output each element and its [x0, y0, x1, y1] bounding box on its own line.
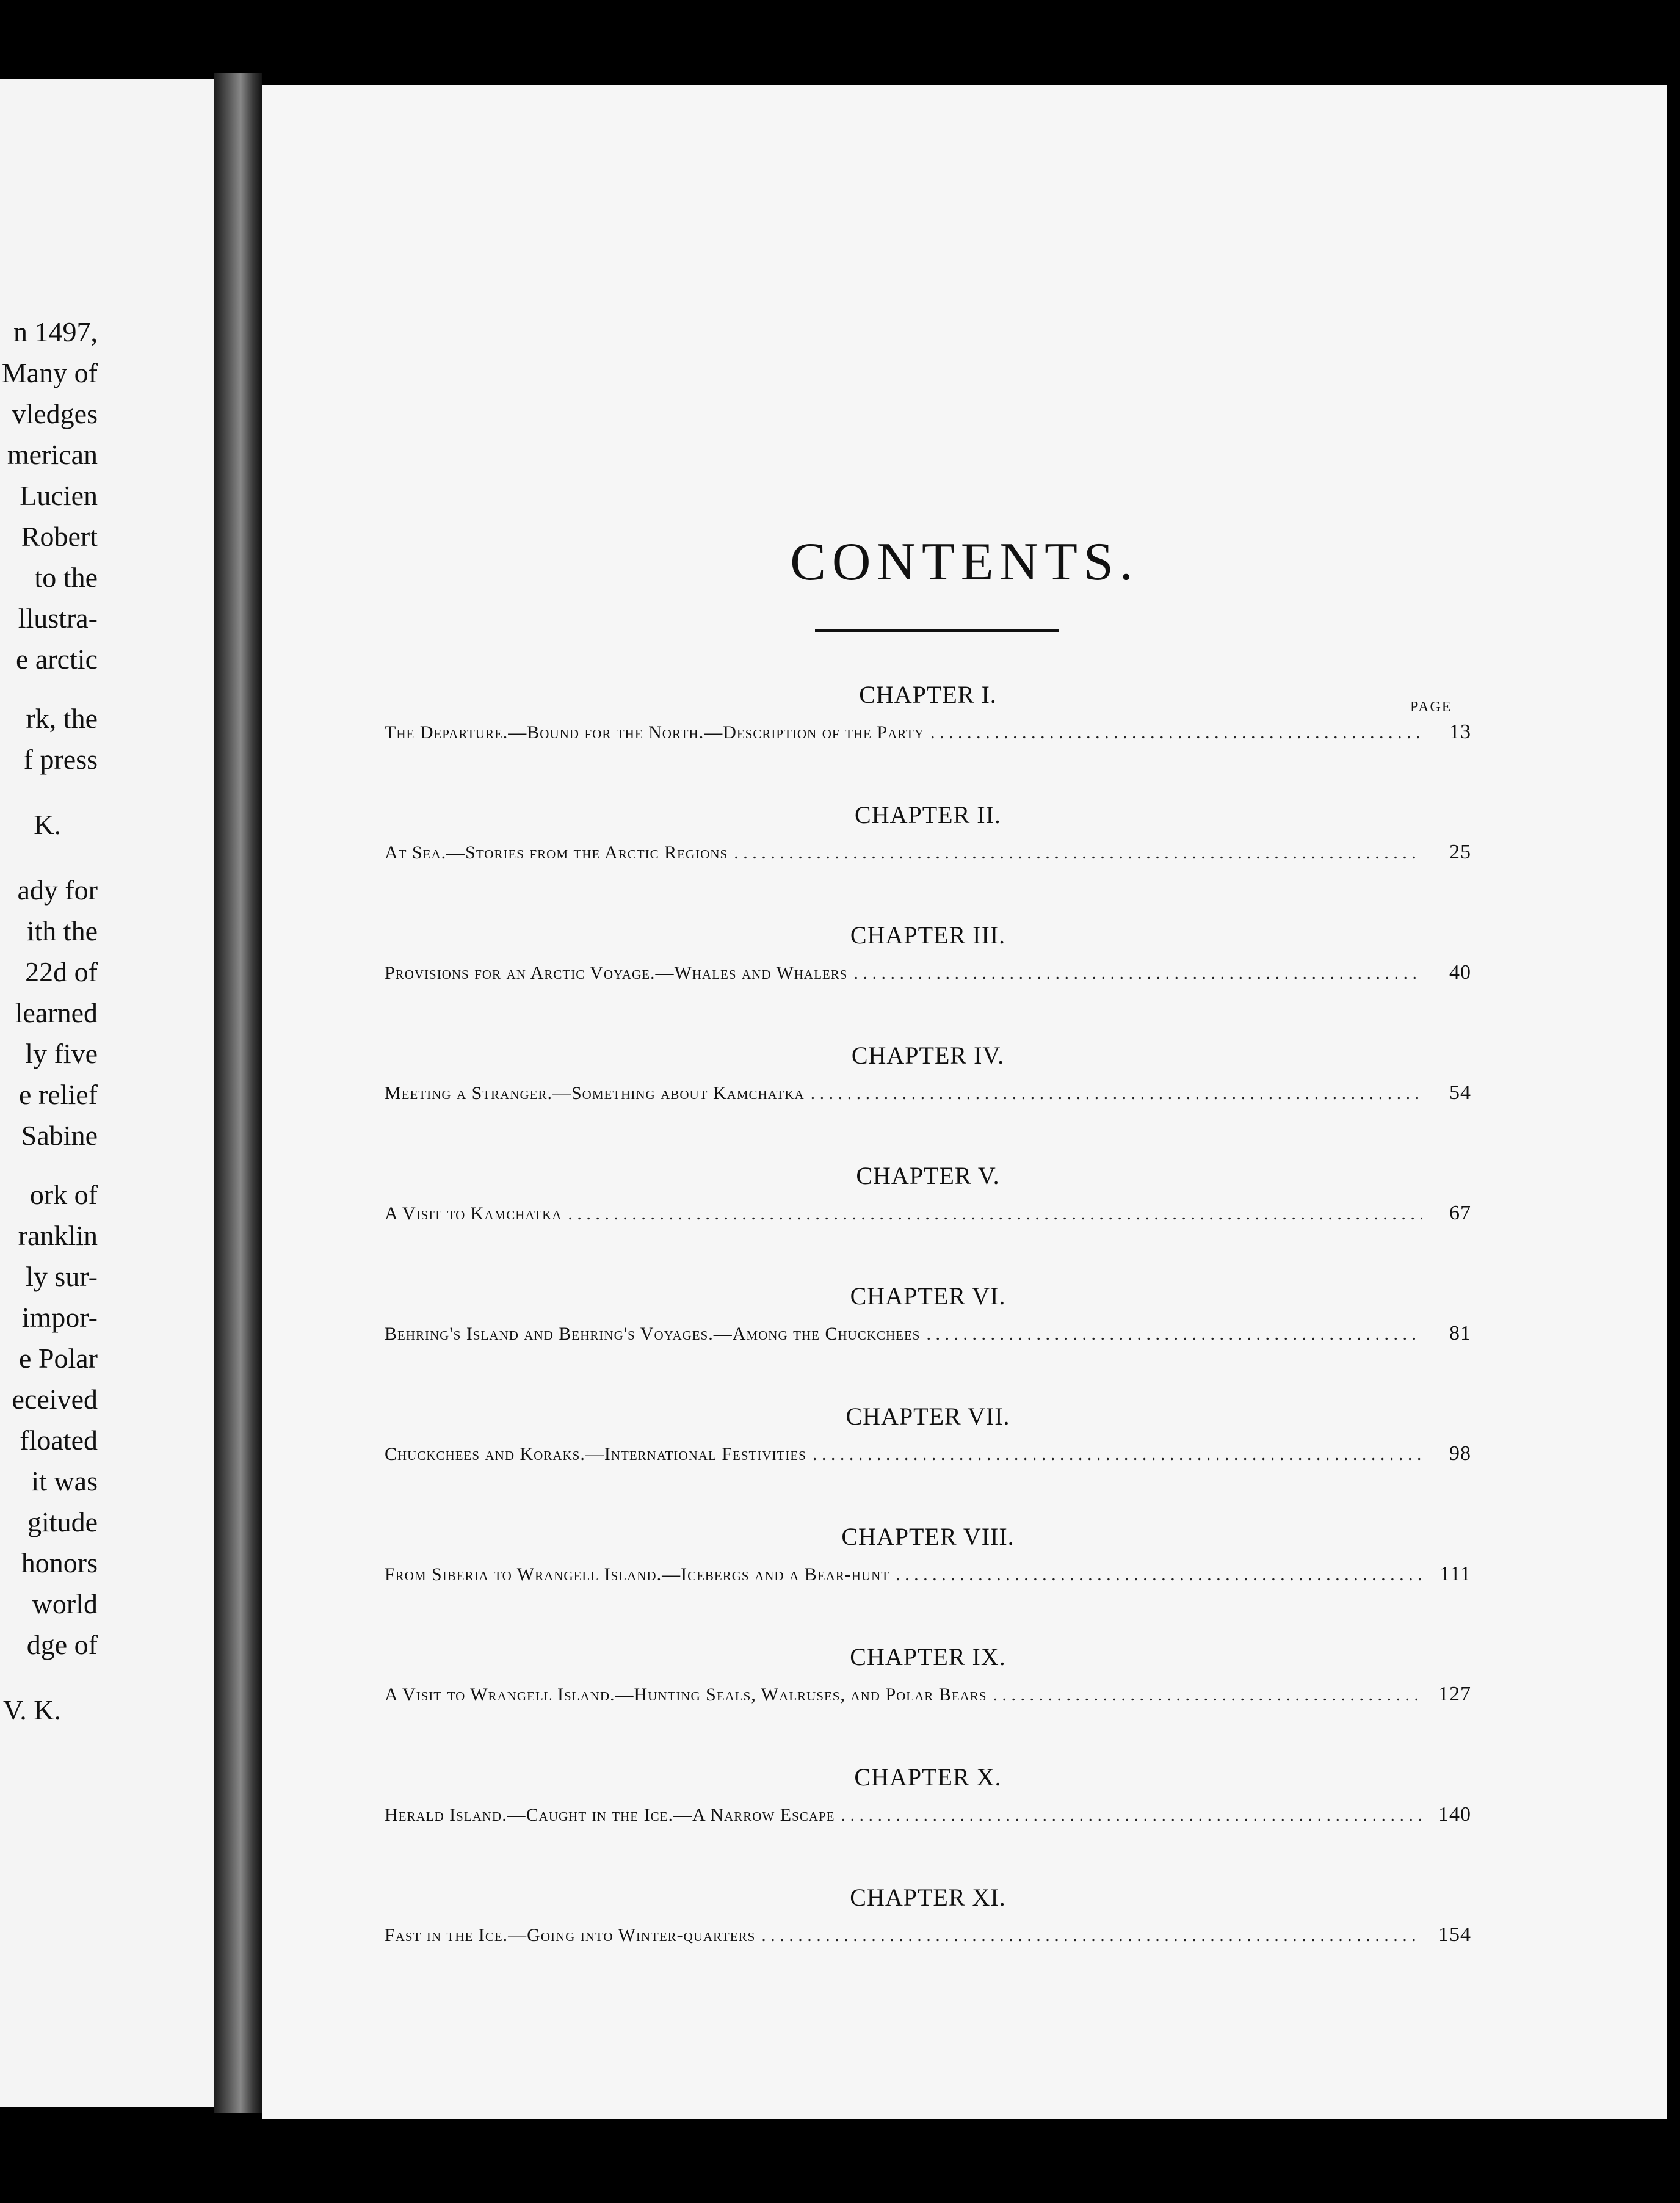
- left-page-line: Many of: [1, 357, 98, 388]
- page-column-label: PAGE: [1410, 699, 1452, 715]
- dot-leader: [813, 1444, 1422, 1465]
- dot-leader: [896, 1564, 1422, 1585]
- chapter-page-number: 13: [1449, 720, 1471, 743]
- chapter-page-number: 67: [1449, 1202, 1471, 1224]
- chapter-title: Chuckchees and Koraks.—International Festivities: [385, 1444, 806, 1464]
- dot-leader: [811, 1083, 1422, 1104]
- left-page-line: rk, the: [26, 703, 98, 734]
- chapter-title: A Visit to Wrangell Island.—Hunting Seals, Walruses, and Polar Bears: [385, 1685, 987, 1705]
- chapter-entry: [385, 918, 1471, 984]
- left-page-line: it was: [31, 1465, 98, 1497]
- chapter-entry: [385, 1039, 1471, 1105]
- left-page-line: ith the: [26, 915, 98, 946]
- chapter-heading: CHAPTER X.: [854, 1763, 1002, 1791]
- chapter-entry: [385, 1760, 1471, 1826]
- left-page-line: e Polar: [18, 1343, 98, 1374]
- chapter-title: Provisions for an Arctic Voyage.—Whales and Whalers: [385, 963, 848, 983]
- left-page-signature: V. K.: [2, 1694, 61, 1726]
- chapter-page-number: 154: [1438, 1923, 1471, 1946]
- left-page-line: ranklin: [18, 1220, 98, 1251]
- chapter-title: Meeting a Stranger.—Something about Kamchatka: [385, 1083, 805, 1103]
- toc-line: [385, 1202, 1471, 1225]
- chapter-page-number: 40: [1449, 961, 1471, 984]
- toc-line: [385, 720, 1471, 744]
- chapter-page-number: 98: [1449, 1442, 1471, 1465]
- toc-line: [385, 1562, 1471, 1586]
- dot-leader: [930, 722, 1422, 743]
- chapter-page-number: 81: [1449, 1322, 1471, 1345]
- left-page-line: floated: [20, 1425, 98, 1456]
- chapter-heading: CHAPTER VI.: [850, 1282, 1006, 1310]
- chapter-heading: CHAPTER VII.: [845, 1403, 1010, 1430]
- left-page-line: merican: [7, 439, 98, 470]
- toc-line: [385, 1923, 1471, 1947]
- toc-line: [385, 1081, 1471, 1105]
- chapter-title: Behring's Island and Behring's Voyages.—Among the Chuckchees: [385, 1324, 921, 1344]
- chapter-page-number: 127: [1438, 1683, 1471, 1705]
- chapter-entry: [385, 1159, 1471, 1225]
- chapter-entry: [385, 1640, 1471, 1706]
- left-page-line: gitude: [27, 1506, 98, 1537]
- dot-leader: [734, 843, 1422, 863]
- toc-line: [385, 1803, 1471, 1826]
- left-page-line: n 1497,: [13, 316, 98, 347]
- left-page-line: e arctic: [15, 644, 98, 675]
- chapter-page-number: 54: [1449, 1081, 1471, 1104]
- left-page-line: vledges: [12, 398, 98, 429]
- chapter-title: Herald Island.—Caught in the Ice.—A Narrow Escape: [385, 1805, 835, 1825]
- book-gutter: [214, 73, 262, 2113]
- dot-leader: [853, 963, 1422, 984]
- left-page-line: dge of: [26, 1629, 98, 1660]
- left-page-line: ly sur-: [26, 1261, 98, 1292]
- left-page-line: eceived: [12, 1384, 98, 1415]
- toc-line: [385, 1322, 1471, 1345]
- chapter-page-number: 111: [1439, 1562, 1471, 1585]
- left-page-text: [0, 311, 98, 1755]
- chapter-title: The Departure.—Bound for the North.—Description of the Party: [385, 722, 924, 742]
- chapter-heading: CHAPTER I.: [859, 681, 997, 708]
- chapter-heading: CHAPTER IV.: [851, 1042, 1005, 1069]
- chapter-entry: [385, 1279, 1471, 1345]
- left-page-line: ork of: [29, 1179, 98, 1210]
- left-page-line: f press: [23, 744, 98, 775]
- chapter-title: From Siberia to Wrangell Island.—Icebergs and a Bear-hunt: [385, 1564, 890, 1584]
- chapter-entry: [385, 798, 1471, 864]
- left-page-line: world: [32, 1588, 98, 1619]
- chapter-page-number: 25: [1449, 841, 1471, 863]
- toc-line: [385, 841, 1471, 864]
- left-page-signature: K.: [34, 809, 61, 840]
- toc-line: [385, 1442, 1471, 1465]
- dot-leader: [926, 1324, 1422, 1345]
- left-page-line: learned: [15, 997, 98, 1028]
- chapter-entry: [385, 1881, 1471, 1947]
- title-rule-divider: [815, 629, 1059, 632]
- chapter-entry: [385, 1520, 1471, 1586]
- contents-page: [262, 85, 1667, 2119]
- chapter-heading: CHAPTER III.: [850, 921, 1006, 949]
- chapter-heading: CHAPTER V.: [856, 1162, 1000, 1189]
- chapter-entry: [385, 1399, 1471, 1465]
- chapter-heading: CHAPTER IX.: [850, 1643, 1006, 1671]
- chapter-heading: CHAPTER II.: [855, 801, 1001, 829]
- left-page-line: Robert: [21, 521, 98, 552]
- dot-leader: [568, 1203, 1422, 1224]
- left-page-line: to the: [34, 562, 98, 593]
- left-page-line: llustra-: [18, 603, 98, 634]
- chapter-title: At Sea.—Stories from the Arctic Regions: [385, 843, 728, 863]
- chapter-title: Fast in the Ice.—Going into Winter-quarters: [385, 1925, 756, 1945]
- left-page-line: honors: [21, 1547, 98, 1578]
- dot-leader: [993, 1685, 1423, 1705]
- chapter-heading: CHAPTER XI.: [850, 1884, 1006, 1911]
- left-page-line: e relief: [19, 1079, 98, 1110]
- left-page-line: impor-: [21, 1302, 98, 1333]
- left-facing-page: [0, 79, 244, 2107]
- dot-leader: [841, 1805, 1422, 1826]
- chapter-heading: CHAPTER VIII.: [841, 1523, 1015, 1550]
- left-page-line: 22d of: [25, 956, 98, 987]
- left-page-line: Lucien: [20, 480, 98, 511]
- left-page-line: Sabine: [21, 1120, 98, 1151]
- chapter-entry: [385, 678, 1471, 744]
- chapter-page-number: 140: [1438, 1803, 1471, 1826]
- toc-line: [385, 961, 1471, 984]
- toc-line: [385, 1683, 1471, 1706]
- left-page-line: ly five: [25, 1038, 98, 1069]
- left-page-line: ady for: [17, 874, 98, 906]
- chapter-title: A Visit to Kamchatka: [385, 1203, 562, 1224]
- dot-leader: [761, 1925, 1422, 1946]
- page-title: CONTENTS.: [790, 532, 1139, 592]
